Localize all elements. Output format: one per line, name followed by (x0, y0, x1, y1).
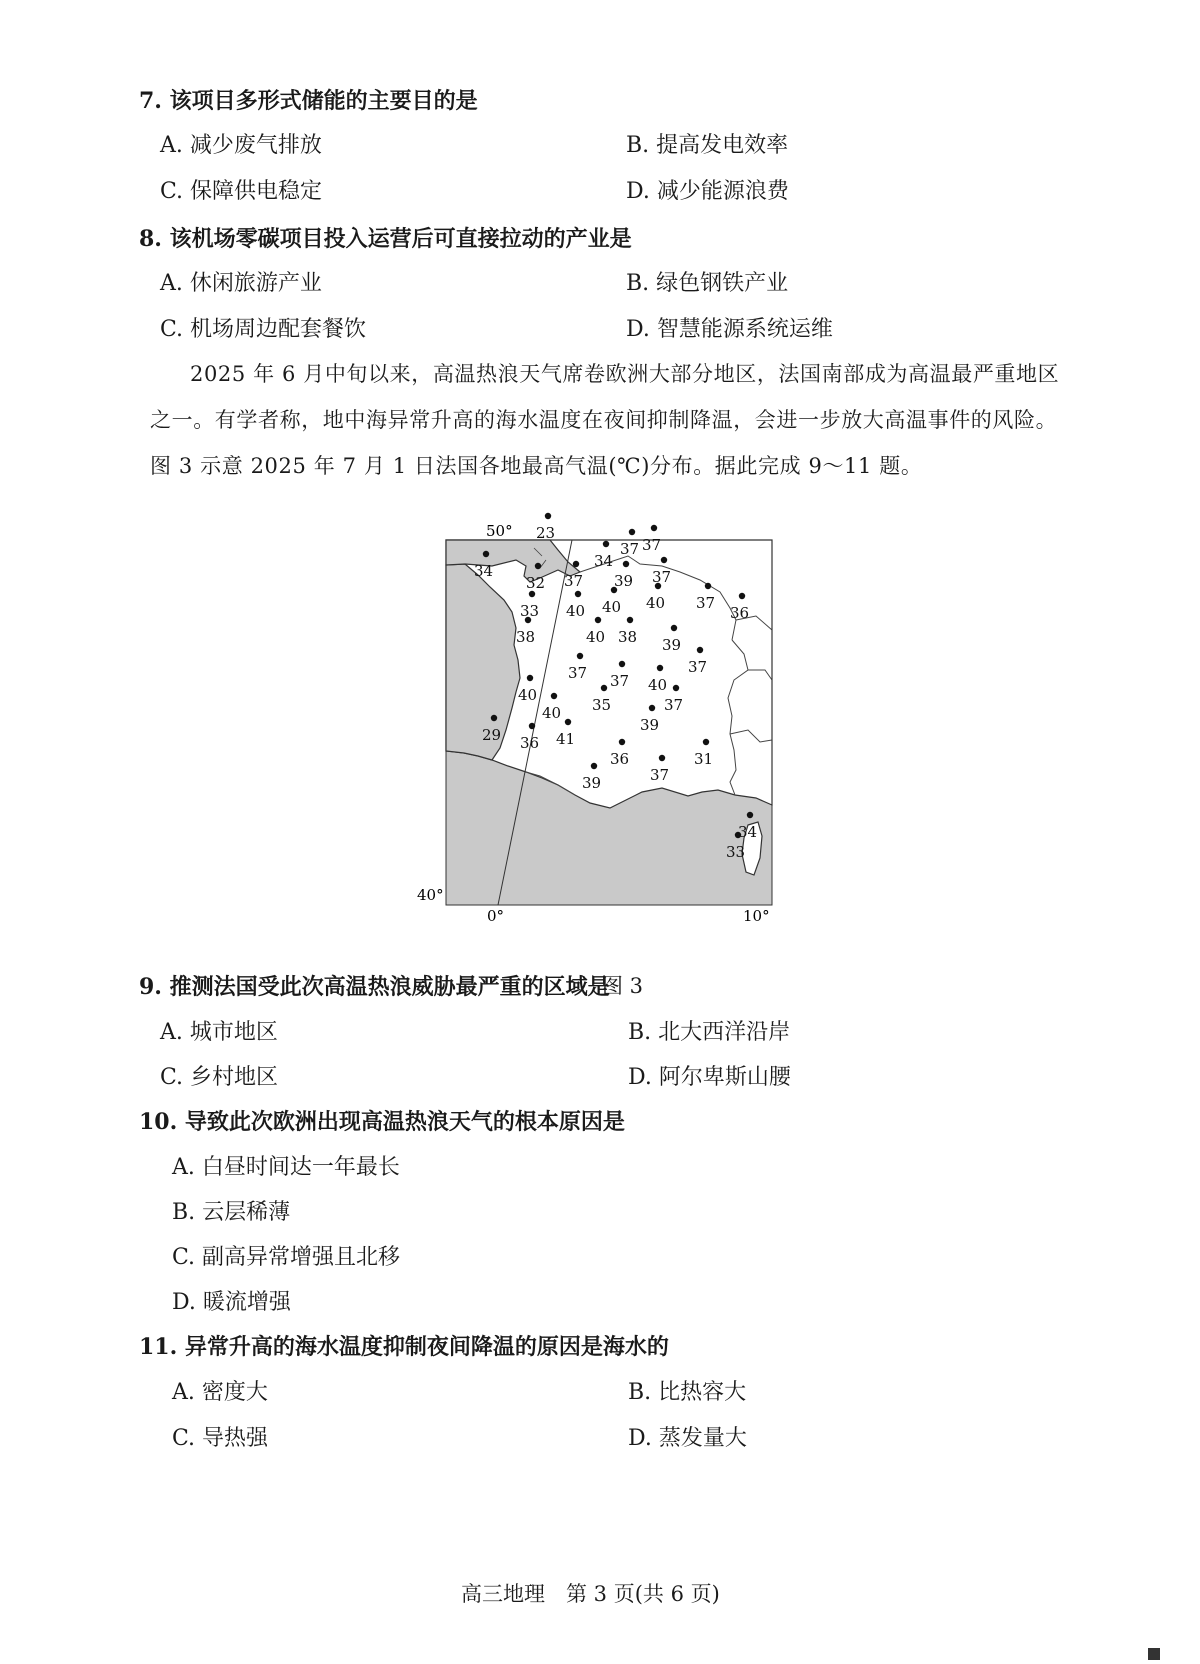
question-10-stem: 10. 导致此次欧洲出现高温热浪天气的根本原因是 (139, 1109, 625, 1135)
question-9-stem: 9. 推测法国受此次高温热浪威胁最严重的区域是 (139, 974, 610, 1000)
qr-code-icon (1148, 1648, 1160, 1660)
question-8-stem: 8. 该机场零碳项目投入运营后可直接拉动的产业是 (139, 226, 632, 252)
station-dot (739, 593, 745, 599)
temperature-label: 33 (520, 602, 540, 620)
station-dot (657, 665, 663, 671)
temperature-label: 37 (696, 594, 716, 612)
station-dot (747, 812, 753, 818)
lat-label-40: 40° (417, 886, 444, 904)
q10-option-b[interactable]: B. 云层稀薄 (172, 1200, 291, 1225)
q8-option-a[interactable]: A. 休闲旅游产业 (160, 271, 322, 296)
station-dot (527, 675, 533, 681)
temperature-label: 40 (542, 704, 562, 722)
station-dot (651, 525, 657, 531)
temperature-label: 37 (642, 536, 662, 554)
question-11-stem: 11. 异常升高的海水温度抑制夜间降温的原因是海水的 (139, 1334, 669, 1360)
temperature-label: 37 (664, 696, 684, 714)
temperature-label: 23 (536, 524, 556, 542)
temperature-label: 40 (518, 686, 538, 704)
station-dot (601, 685, 607, 691)
q11-option-c[interactable]: C. 导热强 (172, 1426, 269, 1451)
temperature-label: 40 (646, 594, 666, 612)
q10-option-c[interactable]: C. 副高异常增强且北移 (172, 1245, 401, 1270)
station-dot (649, 705, 655, 711)
temperature-label: 40 (648, 676, 668, 694)
station-dot (595, 617, 601, 623)
temperature-label: 40 (586, 628, 606, 646)
station-dot (483, 551, 489, 557)
q9-option-b[interactable]: B. 北大西洋沿岸 (628, 1020, 791, 1045)
temperature-label: 37 (688, 658, 708, 676)
station-dot (629, 529, 635, 535)
q11-option-b[interactable]: B. 比热容大 (628, 1380, 747, 1405)
station-dot (673, 685, 679, 691)
passage-line-2: 之一。有学者称，地中海异常升高的海水温度在夜间抑制降温，会进一步放大高温事件的风险。 (150, 408, 1058, 432)
station-dot (623, 561, 629, 567)
q7-option-a[interactable]: A. 减少废气排放 (160, 133, 322, 158)
station-dot (705, 583, 711, 589)
station-dot (491, 715, 497, 721)
station-dot (619, 661, 625, 667)
station-dot (627, 617, 633, 623)
q11-option-d[interactable]: D. 蒸发量大 (628, 1426, 747, 1451)
temperature-label: 37 (620, 540, 640, 558)
temperature-label: 38 (618, 628, 638, 646)
station-dot (619, 739, 625, 745)
france-temperature-map (417, 520, 790, 925)
temperature-label: 37 (564, 572, 584, 590)
station-dot (703, 739, 709, 745)
temperature-label: 37 (650, 766, 670, 784)
station-dot (573, 561, 579, 567)
q11-option-a[interactable]: A. 密度大 (172, 1380, 268, 1405)
temperature-label: 36 (520, 734, 540, 752)
temperature-label: 34 (594, 552, 614, 570)
temperature-label: 39 (640, 716, 660, 734)
passage-line-3: 图 3 示意 2025 年 7 月 1 日法国各地最高气温(℃)分布。据此完成 9～11 题。 (150, 454, 923, 478)
temperature-label: 29 (482, 726, 502, 744)
temperature-label: 39 (582, 774, 602, 792)
q8-option-b[interactable]: B. 绿色钢铁产业 (626, 271, 789, 296)
q8-option-d[interactable]: D. 智慧能源系统运维 (626, 317, 833, 342)
station-dot (577, 653, 583, 659)
station-dot (535, 563, 541, 569)
q7-option-b[interactable]: B. 提高发电效率 (626, 133, 789, 158)
q9-option-a[interactable]: A. 城市地区 (160, 1020, 278, 1045)
station-dot (565, 719, 571, 725)
temperature-label: 36 (730, 604, 750, 622)
station-dot (603, 541, 609, 547)
q7-option-d[interactable]: D. 减少能源浪费 (626, 179, 789, 204)
figure-caption: 图 3 (602, 974, 644, 998)
temperature-label: 34 (474, 562, 494, 580)
station-dot (545, 513, 551, 519)
q10-option-d[interactable]: D. 暖流增强 (172, 1290, 291, 1315)
temperature-label: 31 (694, 750, 714, 768)
q8-option-c[interactable]: C. 机场周边配套餐饮 (160, 317, 367, 342)
station-dot (551, 693, 557, 699)
q10-option-a[interactable]: A. 白昼时间达一年最长 (172, 1155, 400, 1180)
station-dot (661, 557, 667, 563)
station-dot (671, 625, 677, 631)
q9-option-c[interactable]: C. 乡村地区 (160, 1065, 279, 1090)
temperature-label: 37 (568, 664, 588, 682)
station-dot (659, 755, 665, 761)
temperature-label: 33 (726, 843, 746, 861)
temperature-label: 36 (610, 750, 630, 768)
temperature-label: 37 (610, 672, 630, 690)
temperature-label: 32 (526, 574, 546, 592)
temperature-label: 40 (566, 602, 586, 620)
lon-label-10: 10° (743, 907, 770, 925)
temperature-label: 38 (516, 628, 536, 646)
station-dot (575, 591, 581, 597)
q9-option-d[interactable]: D. 阿尔卑斯山腰 (628, 1065, 791, 1090)
temperature-label: 39 (662, 636, 682, 654)
temperature-label: 41 (556, 730, 576, 748)
temperature-label: 37 (652, 568, 672, 586)
temperature-label: 35 (592, 696, 612, 714)
station-dot (591, 763, 597, 769)
station-dot (697, 647, 703, 653)
passage-line-1: 2025 年 6 月中旬以来，高温热浪天气席卷欧洲大部分地区，法国南部成为高温最严重地区 (190, 362, 1060, 386)
temperature-label: 40 (602, 598, 622, 616)
question-7-stem: 7. 该项目多形式储能的主要目的是 (139, 88, 478, 114)
temperature-label: 34 (738, 823, 758, 841)
page-footer: 高三地理 第 3 页(共 6 页) (461, 1582, 720, 1606)
temperature-label: 39 (614, 572, 634, 590)
q7-option-c[interactable]: C. 保障供电稳定 (160, 179, 323, 204)
lon-label-0: 0° (487, 907, 505, 925)
lat-label-50: 50° (486, 522, 513, 540)
station-dot (529, 723, 535, 729)
